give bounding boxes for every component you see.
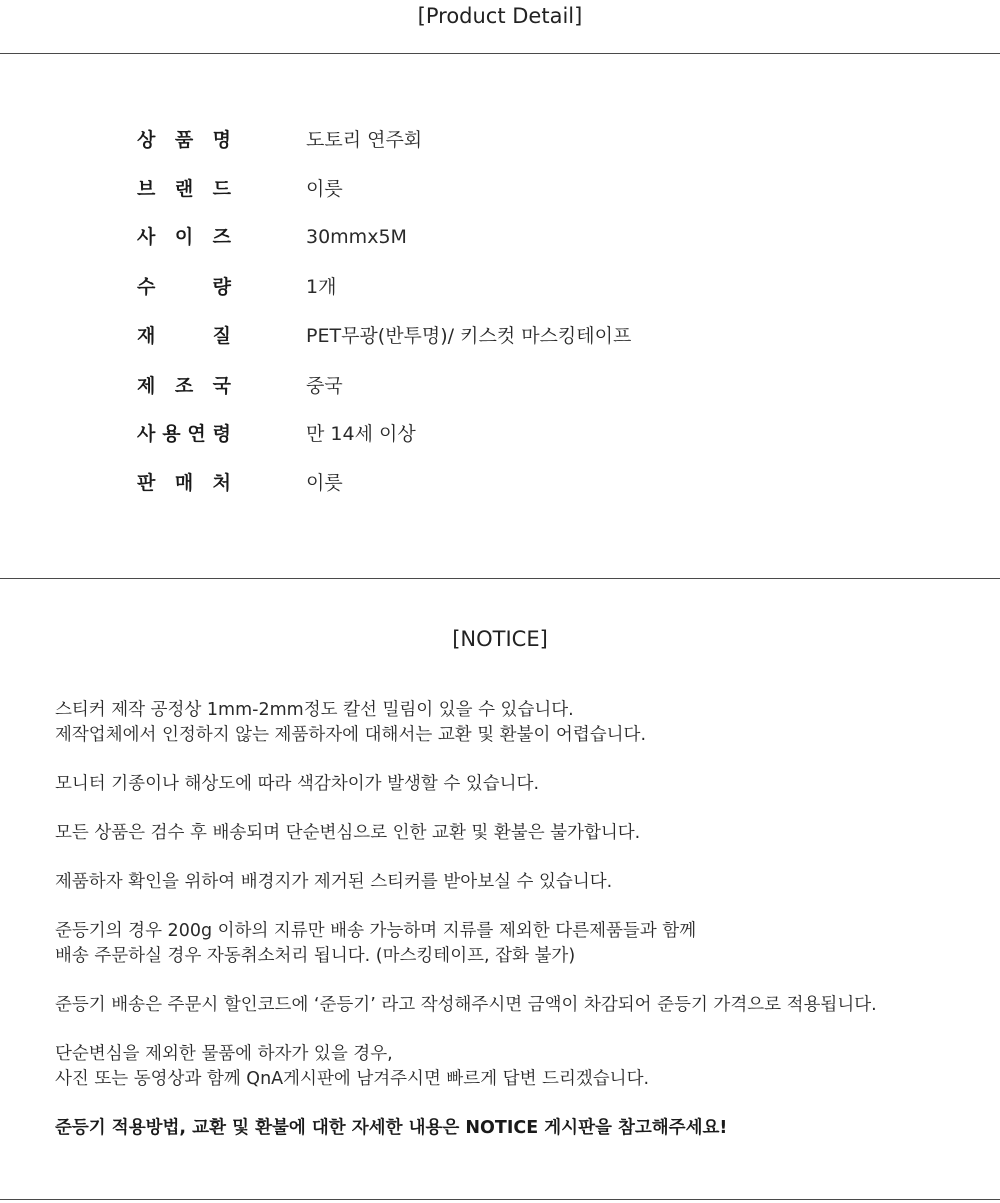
bottom-divider [0,1199,1000,1200]
spec-value: 이릇 [306,178,343,200]
spec-value: 30mmx5M [306,226,407,248]
spec-value: 도토리 연주회 [306,129,423,151]
spec-label: 사 용 연 령 [137,423,231,445]
spec-row-brand [0,169,1000,209]
spec-value: 이릇 [306,472,343,494]
spec-value: 1개 [306,276,337,298]
product-detail-title: [Product Detail] [417,4,583,28]
notice-line: 준등기 배송은 주문시 할인코드에 ‘준등기’ 라고 작성해주시면 금액이 차감되어 준등기 가격으로 적용됩니다. [55,995,877,1015]
spec-row-quantity [0,267,1000,307]
spec-row-seller [0,463,1000,503]
notice-line: 모든 상품은 검수 후 배송되며 단순변심으로 인한 교환 및 환불은 불가합니다. [55,823,641,843]
notice-highlight-line: 준등기 적용방법, 교환 및 환불에 대한 자세한 내용은 NOTICE 게시판을 참고해주세요! [55,1118,728,1138]
spec-value: 만 14세 이상 [306,423,416,445]
notice-line: 스티커 제작 공정상 1mm-2mm정도 칼선 밀림이 있을 수 있습니다. [55,700,574,720]
notice-line: 모니터 기종이나 해상도에 따라 색감차이가 발생할 수 있습니다. [55,774,540,794]
spec-row-size [0,217,1000,257]
spec-label: 재 질 [137,325,231,347]
spec-row-product-name [0,120,1000,160]
spec-row-country [0,366,1000,406]
spec-label: 판 매 처 [137,472,231,494]
notice-title: [NOTICE] [452,627,548,651]
notice-line: 단순변심을 제외한 물품에 하자가 있을 경우, [55,1044,393,1064]
spec-value: PET무광(반투명)/ 키스컷 마스킹테이프 [306,325,632,347]
notice-line: 제작업체에서 인정하지 않는 제품하자에 대해서는 교환 및 환불이 어렵습니다. [55,725,647,745]
spec-label: 상 품 명 [137,129,231,151]
spec-label: 수 량 [137,276,231,298]
spec-row-age [0,414,1000,454]
notice-line: 제품하자 확인을 위하여 배경지가 제거된 스티커를 받아보실 수 있습니다. [55,872,613,892]
spec-row-material [0,316,1000,356]
middle-divider [0,578,1000,579]
notice-line: 배송 주문하실 경우 자동취소처리 됩니다. (마스킹테이프, 잡화 불가) [55,946,576,966]
top-divider [0,53,1000,54]
spec-label: 제 조 국 [137,375,231,397]
spec-label: 사 이 즈 [137,226,231,248]
notice-line: 사진 또는 동영상과 함께 QnA게시판에 남겨주시면 빠르게 답변 드리겠습니다. [55,1069,650,1089]
spec-value: 중국 [306,375,343,397]
spec-label: 브 랜 드 [137,178,231,200]
notice-line: 준등기의 경우 200g 이하의 지류만 배송 가능하며 지류를 제외한 다른제품들과 함께 [55,921,697,941]
